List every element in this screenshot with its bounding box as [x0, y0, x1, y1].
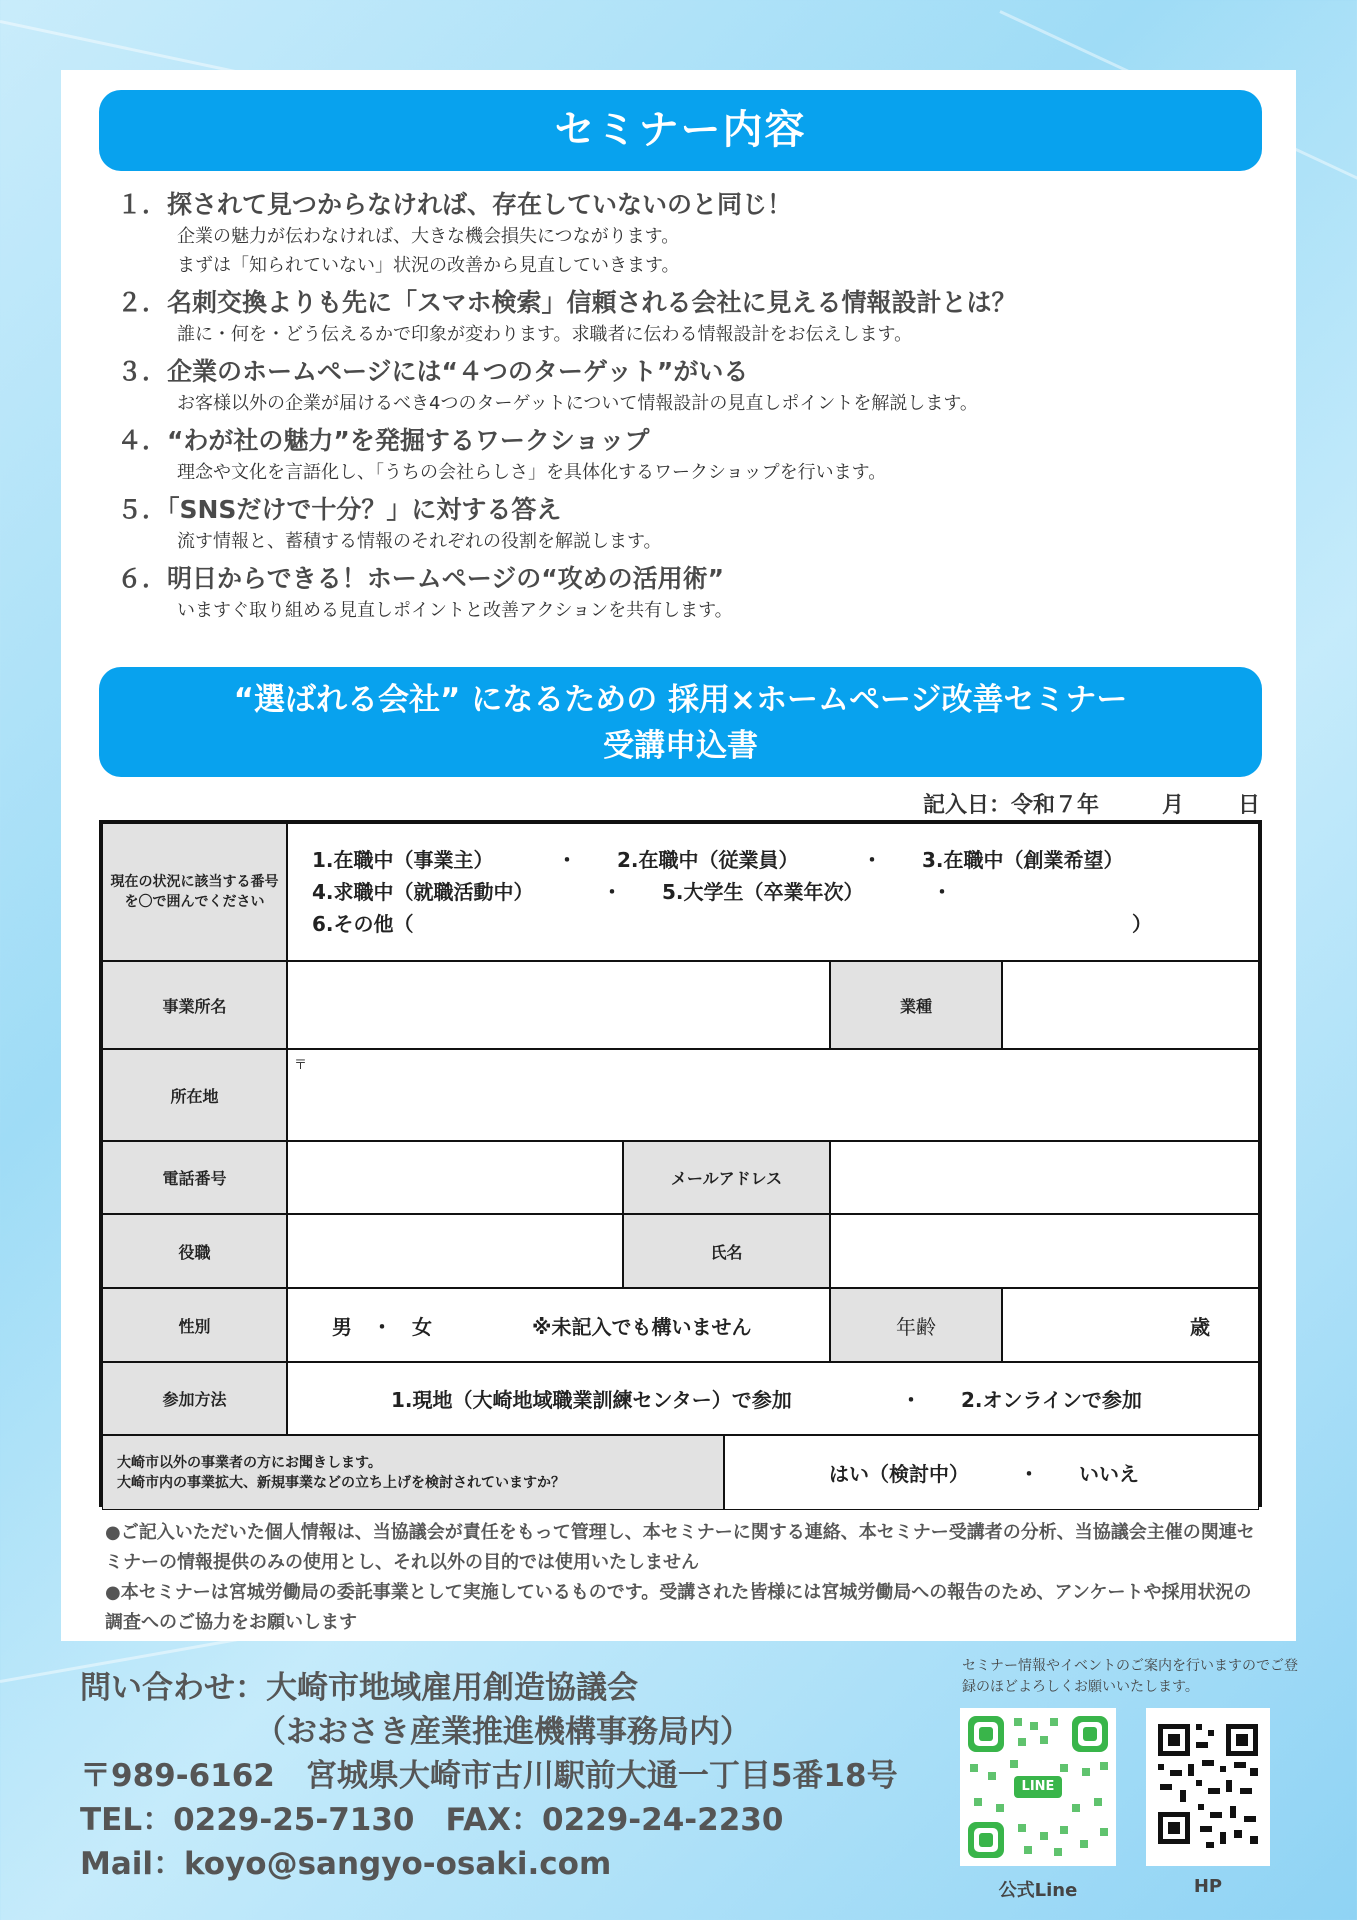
status-option-3[interactable]: 3.在職中（創業希望）: [922, 848, 1124, 872]
status-label: 現在の状況に該当する番号を〇で囲んでください: [102, 823, 287, 961]
seminar-item: [117, 493, 1257, 556]
contact-address: 〒989-6162 宮城県大崎市古川駅前大通一丁目5番18号: [80, 1758, 898, 1794]
item-title: １．探されて見つからなければ、存在していないのと同じ！: [117, 190, 793, 219]
item-title: ４．“わが社の魅力”を発掘するワークショップ: [117, 426, 650, 455]
application-form: [99, 820, 1262, 1507]
phone-label: 電話番号: [102, 1141, 287, 1214]
industry-field[interactable]: [1002, 961, 1259, 1049]
status-options[interactable]: [287, 823, 1259, 961]
seminar-items: [117, 188, 1257, 631]
seminar-item: [117, 424, 1257, 487]
application-banner: [99, 667, 1262, 777]
method-options[interactable]: [287, 1362, 1259, 1435]
hp-qr-label: HP: [1193, 1876, 1223, 1897]
status-option-6[interactable]: 6.その他（: [312, 912, 414, 936]
name-label: 氏名: [623, 1214, 830, 1288]
gender-options[interactable]: 男 ・ 女: [332, 1314, 432, 1339]
age-field[interactable]: [1002, 1288, 1259, 1362]
contact-mail[interactable]: Mail：koyo@sangyo-osaki.com: [80, 1846, 612, 1882]
item-title: ５．「SNSだけで十分？」に対する答え: [117, 495, 562, 524]
postal-mark: 〒: [294, 1058, 308, 1073]
note-commission: ●本セミナーは宮城労働局の委託事業として実施しているものです。受講された皆様には宮城労働局への報告のため、アンケートや採用状況の調査へのご協力をお願いします: [105, 1582, 1252, 1633]
company-label: 事業所名: [102, 961, 287, 1049]
email-label: メールアドレス: [623, 1141, 830, 1214]
status-option-2[interactable]: 2.在職中（従業員）: [617, 848, 799, 872]
question-line-2: 大崎市内の事業拡大、新規事業などの立ち上げを検討されていますか？: [117, 1474, 565, 1491]
line-qr-code[interactable]: [960, 1708, 1116, 1866]
status-option-4[interactable]: 4.求職中（就職活動中）: [312, 880, 534, 904]
item-desc: いますぐ取り組める見直しポイントと改善アクションを共有します。: [177, 600, 733, 621]
seminar-content-banner: セミナー内容: [99, 90, 1262, 171]
gender-field[interactable]: [287, 1288, 830, 1362]
application-title: “選ばれる会社” になるための 採用×ホームページ改善セミナー: [233, 682, 1128, 718]
method-option-onsite[interactable]: 1.現地（大崎地域職業訓練センター）で参加: [391, 1388, 792, 1412]
dot: ・: [862, 848, 882, 872]
address-label: 所在地: [102, 1049, 287, 1141]
method-label: 参加方法: [102, 1362, 287, 1435]
privacy-notes: [105, 1518, 1255, 1638]
position-field[interactable]: [287, 1214, 623, 1288]
age-label: 年齢: [830, 1288, 1002, 1362]
status-close-paren: ）: [1132, 912, 1152, 936]
contact-info: [80, 1666, 898, 1886]
dot: ・: [932, 880, 952, 904]
qr-caption: セミナー情報やイベントのご案内を行いますのでご登録のほどよろしくお願いいたします。: [962, 1658, 1298, 1695]
item-desc: 流す情報と、蓄積する情報のそれぞれの役割を解説します。: [177, 531, 662, 552]
answer-no[interactable]: いいえ: [1079, 1462, 1139, 1486]
hp-qr-icon: [1146, 1708, 1270, 1866]
item-desc: 誰に・何を・どう伝えるかで印象が変わります。求職者に伝わる情報設計をお伝えします。: [177, 324, 913, 345]
item-title: ６．明日からできる！ホームページの“攻めの活用術”: [117, 564, 725, 593]
item-title: ３．企業のホームページには“４つのターゲット”がいる: [117, 357, 749, 386]
question-line-1: 大崎市以外の事業者の方にお聞きします。: [117, 1454, 382, 1471]
note-privacy: ●ご記入いただいた個人情報は、当協議会が責任をもって管理し、本セミナーに関する連絡、本セミナー受講者の分析、当協議会主催の関連セミナーの情報提供のみの使用とし、それ以外の目的では使用いたしません: [105, 1522, 1255, 1573]
item-desc: まずは「知られていない」状況の改善から見直していきます。: [177, 255, 680, 276]
date-day: 日: [1237, 793, 1260, 818]
seminar-item: [117, 188, 1257, 280]
expansion-answer[interactable]: [724, 1435, 1259, 1510]
dot: ・: [557, 848, 577, 872]
contact-org: 問い合わせ：大崎市地域雇用創造協議会: [80, 1670, 638, 1706]
method-option-online[interactable]: 2.オンラインで参加: [961, 1388, 1142, 1412]
item-desc: お客様以外の企業が届けるべき4つのターゲットについて情報設計の見直しポイントを解説します。: [177, 393, 978, 414]
item-title: ２．名刺交換よりも先に「スマホ検索」信頼される会社に見える情報設計とは？: [117, 288, 1017, 317]
seminar-item: [117, 286, 1257, 349]
industry-label: 業種: [830, 961, 1002, 1049]
hp-qr-code[interactable]: [1146, 1708, 1270, 1866]
email-field[interactable]: [830, 1141, 1259, 1214]
entry-date: [923, 788, 1260, 819]
status-option-1[interactable]: 1.在職中（事業主）: [312, 848, 494, 872]
seminar-item: [117, 562, 1257, 625]
status-option-5[interactable]: 5.大学生（卒業年次）: [662, 880, 864, 904]
contact-phone: TEL：0229-25-7130 FAX：0229-24-2230: [80, 1802, 784, 1838]
dot: ・: [1019, 1462, 1039, 1486]
age-unit: 歳: [1190, 1314, 1210, 1339]
date-label: 記入日：令和７年: [922, 793, 1099, 818]
contact-office: （おおさき産業推進機構事務局内）: [255, 1714, 751, 1750]
line-qr-label: 公式Line: [998, 1880, 1078, 1901]
item-desc: 理念や文化を言語化し、「うちの会社らしさ」を具体化するワークショップを行います。: [177, 462, 887, 483]
phone-field[interactable]: [287, 1141, 623, 1214]
dot: ・: [901, 1388, 921, 1412]
gender-note: ※未記入でも構いません: [532, 1314, 752, 1339]
application-subtitle: 受講申込書: [603, 728, 758, 764]
gender-label: 性別: [102, 1288, 287, 1362]
main-panel: [61, 70, 1296, 1641]
answer-yes[interactable]: はい（検討中）: [829, 1462, 969, 1486]
item-desc: 企業の魅力が伝わなければ、大きな機会損失につながります。: [177, 226, 680, 247]
name-field[interactable]: [830, 1214, 1259, 1288]
company-field[interactable]: [287, 961, 830, 1049]
date-month: 月: [1161, 793, 1184, 818]
line-badge: LINE: [1021, 1779, 1055, 1794]
seminar-item: [117, 355, 1257, 418]
expansion-question: [102, 1435, 724, 1510]
dot: ・: [602, 880, 622, 904]
address-field[interactable]: [287, 1049, 1259, 1141]
position-label: 役職: [102, 1214, 287, 1288]
